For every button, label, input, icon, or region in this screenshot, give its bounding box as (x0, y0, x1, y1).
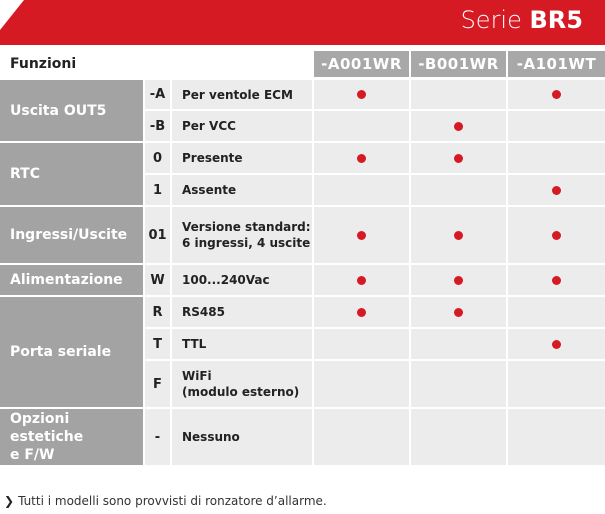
group-label (0, 297, 143, 407)
availability-cell (508, 80, 605, 109)
group-label-text: Ingressi/Uscite (10, 227, 128, 243)
availability-cell (411, 265, 506, 295)
row-description (172, 111, 312, 141)
row-code-text: 0 (152, 150, 163, 166)
availability-cell (508, 111, 605, 141)
availability-cell (411, 361, 506, 407)
availability-dot-icon (454, 308, 463, 317)
availability-dot-icon (552, 340, 561, 349)
availability-cell (314, 329, 409, 359)
row-code (145, 80, 170, 109)
availability-cell (508, 297, 605, 327)
banner-model: BR5 (529, 6, 583, 34)
header-model-3-text: -A101WT (516, 55, 597, 73)
availability-cell (508, 329, 605, 359)
availability-dot-icon (454, 231, 463, 240)
availability-cell (411, 80, 506, 109)
row-code (145, 207, 170, 263)
banner-prefix: Serie (460, 6, 522, 34)
row-description (172, 361, 312, 407)
availability-dot-icon (454, 154, 463, 163)
availability-cell (314, 175, 409, 205)
chevron-right-icon: ❯ (4, 494, 15, 508)
row-code-text: R (152, 304, 163, 320)
availability-dot-icon (454, 276, 463, 285)
group-label (0, 80, 143, 141)
row-code-text: F (153, 376, 162, 392)
availability-cell (314, 409, 409, 465)
row-code-text: T (153, 336, 162, 352)
availability-cell (314, 265, 409, 295)
availability-cell (411, 207, 506, 263)
row-description-text: Per ventole ECM (182, 87, 293, 102)
row-description-text: Assente (182, 183, 237, 197)
availability-cell (314, 361, 409, 407)
availability-cell (314, 111, 409, 141)
availability-cell (508, 409, 605, 465)
row-description (172, 143, 312, 173)
availability-cell (508, 207, 605, 263)
row-description-text: WiFi (modulo esterno) (182, 369, 300, 399)
availability-dot-icon (357, 231, 366, 240)
availability-dot-icon (357, 276, 366, 285)
row-code-text: 1 (152, 182, 163, 198)
row-description-text: RS485 (182, 305, 225, 319)
group-label-text: Uscita OUT5 (10, 102, 107, 119)
availability-dot-icon (357, 308, 366, 317)
row-description-text: Presente (182, 151, 243, 165)
row-description-text: TTL (182, 337, 207, 351)
row-description (172, 265, 312, 295)
availability-cell (314, 80, 409, 109)
row-description (172, 175, 312, 205)
availability-cell (508, 175, 605, 205)
row-code (145, 175, 170, 205)
row-description (172, 207, 312, 263)
row-code (145, 297, 170, 327)
banner-title (461, 6, 583, 34)
row-description (172, 329, 312, 359)
availability-dot-icon (357, 154, 366, 163)
availability-cell (411, 409, 506, 465)
availability-cell (411, 111, 506, 141)
availability-cell (314, 297, 409, 327)
availability-dot-icon (357, 90, 366, 99)
availability-cell (411, 143, 506, 173)
row-description (172, 80, 312, 109)
row-code (145, 265, 170, 295)
header-model-3 (508, 51, 605, 77)
availability-cell (411, 329, 506, 359)
row-description-text: Versione standard: 6 ingressi, 4 uscite (182, 220, 311, 250)
group-label-text: Opzioni estetiche e F/W (10, 411, 84, 463)
group-label-text: RTC (10, 166, 40, 182)
row-code-text: - (154, 429, 161, 445)
footer-text: Tutti i modelli sono provvisti di ronzatore d’allarme. (18, 494, 327, 508)
row-description-text: Per VCC (182, 119, 236, 133)
row-code-text: -B (149, 118, 166, 134)
header-model-2 (411, 51, 506, 77)
row-code (145, 143, 170, 173)
group-label-text: Alimentazione (10, 272, 123, 288)
row-code (145, 111, 170, 141)
availability-cell (411, 175, 506, 205)
header-funzioni (0, 51, 312, 77)
row-code-text: 01 (148, 227, 167, 243)
row-description (172, 409, 312, 465)
row-description (172, 297, 312, 327)
availability-cell (411, 297, 506, 327)
row-description-text: 100...240Vac (182, 273, 270, 287)
row-description-text: Nessuno (182, 430, 240, 444)
row-code-text: W (150, 272, 165, 288)
availability-cell (314, 143, 409, 173)
group-label (0, 409, 143, 465)
header-model-2-text: -B001WR (418, 55, 499, 73)
group-label (0, 207, 143, 263)
group-label (0, 143, 143, 205)
availability-cell (508, 361, 605, 407)
header-model-1 (314, 51, 409, 77)
availability-cell (508, 143, 605, 173)
series-banner (0, 0, 605, 45)
row-code-text: -A (149, 87, 166, 102)
availability-dot-icon (552, 90, 561, 99)
availability-cell (314, 207, 409, 263)
row-code (145, 361, 170, 407)
availability-dot-icon (454, 122, 463, 131)
availability-dot-icon (552, 276, 561, 285)
availability-dot-icon (552, 186, 561, 195)
row-code (145, 409, 170, 465)
header-funzioni-text: Funzioni (10, 56, 77, 72)
group-label (0, 265, 143, 295)
header-model-1-text: -A001WR (321, 55, 402, 73)
row-code (145, 329, 170, 359)
group-label-text: Porta seriale (10, 344, 112, 360)
availability-dot-icon (552, 231, 561, 240)
footer-note (4, 494, 327, 508)
availability-cell (508, 265, 605, 295)
